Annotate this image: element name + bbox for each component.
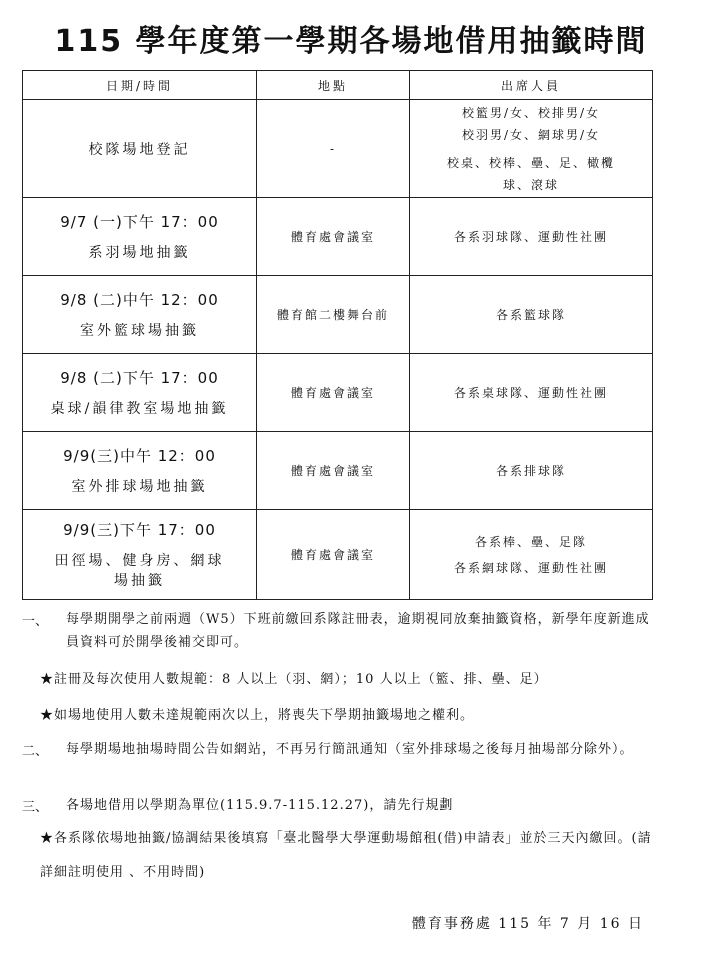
attendees-cell bbox=[410, 432, 653, 510]
attendee-line: 各系羽球隊、運動性社團 bbox=[453, 229, 608, 244]
attendee-line: 各系棒、壘、足隊 bbox=[474, 534, 587, 549]
attendees-cell bbox=[410, 100, 653, 198]
header-location: 地點 bbox=[257, 71, 410, 100]
note-text: 各場地借用以學期為單位(115.9.7-115.12.27)，請先行規劃 bbox=[66, 798, 454, 813]
attendees-cell bbox=[410, 198, 653, 276]
datetime-cell bbox=[23, 100, 257, 198]
attendee-line: 各系籃球隊 bbox=[495, 307, 566, 322]
attendee-line: 校桌、校棒、壘、足、橄欖 bbox=[446, 155, 615, 170]
attendee-line: 校羽男/女、網球男/女 bbox=[461, 127, 601, 142]
schedule-table bbox=[22, 70, 653, 600]
table-row bbox=[23, 276, 653, 354]
attendee-line: 各系桌球隊、運動性社團 bbox=[453, 385, 608, 400]
table-header-row bbox=[23, 71, 653, 100]
signature-line: 體育事務處 115 年 7 月 16 日 bbox=[411, 916, 644, 932]
table-row bbox=[23, 354, 653, 432]
location-cell: 體育處會議室 bbox=[257, 198, 410, 276]
table-row bbox=[23, 510, 653, 600]
location-cell: - bbox=[257, 100, 410, 198]
note-star-rule: ★如場地使用人數未達規範兩次以上，將喪失下學期抽籤場地之權利。 bbox=[40, 708, 475, 723]
note-text: 每學期場地抽場時間公告如網站，不再另行簡訊通知（室外排球場之後每月抽場部分除外）。 bbox=[66, 742, 634, 757]
attendee-line: 各系排球隊 bbox=[495, 463, 566, 478]
datetime-cell bbox=[23, 510, 257, 600]
note-number: 三、 bbox=[22, 800, 49, 815]
attendees-cell bbox=[410, 354, 653, 432]
location-cell: 體育處會議室 bbox=[257, 510, 410, 600]
datetime-text: 9/7 (一)下午 17：00 bbox=[60, 212, 219, 231]
attendees-cell bbox=[410, 276, 653, 354]
event-label-line: 田徑場、健身房、網球 bbox=[54, 552, 225, 569]
event-label: 校隊場地登記 bbox=[88, 141, 191, 158]
attendee-line: 校籃男/女、校排男/女 bbox=[461, 105, 601, 120]
event-label: 室外籃球場抽籤 bbox=[80, 322, 199, 339]
note-star-rule: ★註冊及每次使用人數規範：8 人以上（羽、網）；10 人以上（籃、排、壘、足） bbox=[40, 672, 548, 687]
attendee-line: 各系網球隊、運動性社團 bbox=[453, 560, 608, 575]
location-cell: 體育館二樓舞台前 bbox=[257, 276, 410, 354]
page-title: 115 學年度第一學期各場地借用抽籤時間 bbox=[54, 24, 648, 59]
location-cell: 體育處會議室 bbox=[257, 432, 410, 510]
event-label: 室外排球場地抽籤 bbox=[71, 478, 208, 495]
datetime-cell bbox=[23, 432, 257, 510]
attendee-line: 球、滾球 bbox=[502, 177, 559, 192]
datetime-text: 9/9(三)下午 17：00 bbox=[63, 520, 216, 539]
attendees-cell bbox=[410, 510, 653, 600]
table-row bbox=[23, 432, 653, 510]
event-label: 系羽場地抽籤 bbox=[88, 244, 191, 261]
location-cell: 體育處會議室 bbox=[257, 354, 410, 432]
note-star-rule: ★各系隊依場地抽籤/協調結果後填寫「臺北醫學大學運動場館租(借)申請表」並於三天內繳回。(請詳細註明使用 、不用時間) bbox=[40, 831, 652, 880]
datetime-text: 9/8 (二)下午 17：00 bbox=[60, 368, 219, 387]
event-label-line: 場抽籤 bbox=[114, 572, 165, 589]
event-label: 桌球/韻律教室場地抽籤 bbox=[50, 400, 229, 417]
datetime-text: 9/8 (二)中午 12：00 bbox=[60, 290, 219, 309]
note-text: 每學期開學之前兩週（W5）下班前繳回系隊註冊表，逾期視同放棄抽籤資格，新學年度新進成員資料可於開學後補交即可。 bbox=[66, 612, 650, 650]
datetime-cell bbox=[23, 276, 257, 354]
table-row bbox=[23, 100, 653, 198]
header-attendees: 出席人員 bbox=[410, 71, 653, 100]
table-row bbox=[23, 198, 653, 276]
header-datetime: 日期/時間 bbox=[23, 71, 257, 100]
event-label bbox=[23, 551, 256, 591]
datetime-cell bbox=[23, 198, 257, 276]
datetime-cell bbox=[23, 354, 257, 432]
datetime-text: 9/9(三)中午 12：00 bbox=[63, 446, 216, 465]
note-number: 二、 bbox=[22, 744, 49, 759]
note-number: 一、 bbox=[22, 614, 49, 629]
